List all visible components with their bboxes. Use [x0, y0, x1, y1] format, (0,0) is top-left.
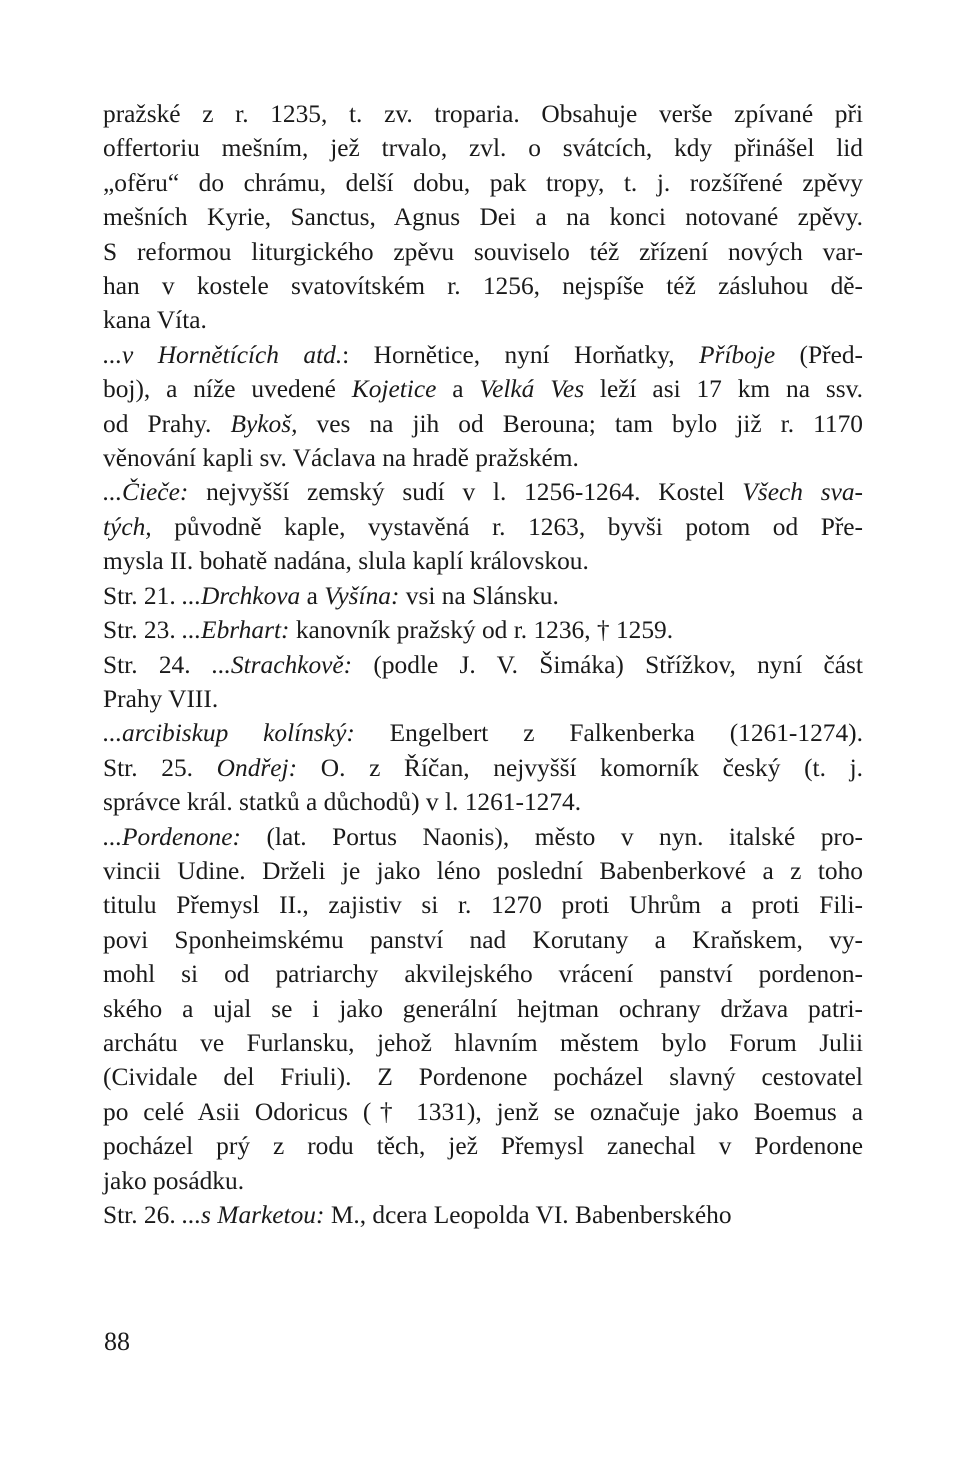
italic-text: ...arcibiskup kolínský: [103, 719, 355, 748]
text-line [103, 1129, 863, 1163]
italic-text: Kojetice [351, 375, 437, 404]
text-run: Prahy VIII. [103, 684, 219, 713]
text-line [103, 269, 863, 303]
text-line [103, 785, 863, 819]
italic-text: Velká Ves [479, 375, 585, 404]
text-run: nejvyšší zemský sudí v l. 1256-1264. Kostel [188, 478, 743, 507]
text-line [103, 751, 863, 785]
text-run: titulu Přemysl II., zajistiv si r. 1270 proti Uhrům a proti Fili- [103, 891, 863, 920]
text-run: Engelbert z Falkenberka (1261-1274). [354, 719, 863, 748]
text-run: O. z Říčan, nejvyšší komorník český (t. j. [297, 753, 864, 782]
text-run: ského a ujal se i jako generální hejtman ochrany država patri- [103, 994, 863, 1023]
text-line [103, 338, 863, 372]
text-line [103, 1026, 863, 1060]
text-line [103, 372, 863, 406]
text-line [103, 923, 863, 957]
text-line [103, 888, 863, 922]
text-run: jako posádku. [103, 1166, 245, 1195]
text-run: po celé Asii Odoricus († 1331), jenž se označuje jako Boemus a [103, 1097, 863, 1126]
text-run: mohl si od patriarchy akvilejského vrácení panství pordenon- [103, 960, 863, 989]
text-run: „ofěru“ do chrámu, delší dobu, pak tropy, t. j. rozšířené zpěvy [103, 168, 863, 197]
text-run: Str. 25. [103, 753, 217, 782]
text-run: kanovník pražský od r. 1236, † 1259. [289, 616, 674, 645]
text-line [103, 1095, 863, 1129]
text-run: vsi na Slánsku. [399, 581, 559, 610]
text-run: (Před- [775, 340, 863, 369]
text-run: povi Sponheimskému panství nad Korutany a Kraňskem, vy- [103, 925, 863, 954]
text-line [103, 166, 863, 200]
italic-text: ...Strachkově: [211, 650, 353, 679]
text-run: ves na jih od Berouna; tam bylo již r. 1170 [297, 409, 863, 438]
text-run: : Hornětice, nyní Horňatky, [342, 340, 699, 369]
text-run: Str. 23. [103, 616, 183, 645]
text-run: kana Víta. [103, 306, 207, 335]
text-line [103, 992, 863, 1026]
text-run: (lat. Portus Naonis), město v nyn. italské pro- [240, 822, 863, 851]
text-line [103, 97, 863, 131]
text-run: leží asi 17 km na ssv. [584, 375, 863, 404]
text-line [103, 1164, 863, 1198]
text-line [103, 441, 863, 475]
italic-text: ...Čieče: [103, 478, 189, 507]
text-run: boj), a níže uvedené [103, 375, 352, 404]
italic-text: Všech sva- [742, 478, 863, 507]
text-run: věnování kapli sv. Václava na hradě pražském. [103, 444, 579, 473]
italic-text: Příboje [698, 340, 776, 369]
italic-text: ...Ebrhart: [182, 616, 290, 645]
text-run: mešních Kyrie, Sanctus, Agnus Dei a na konci notované zpěvy. [103, 203, 863, 232]
text-run: mysla II. bohatě nadána, slula kaplí královskou. [103, 547, 589, 576]
text-line [103, 303, 863, 337]
text-run: vincii Udine. Drželi je jako léno poslední Babenberkové a z toho [103, 856, 863, 885]
text-line [103, 957, 863, 991]
italic-text: tých, [103, 512, 152, 541]
text-run: (Cividale del Friuli). Z Pordenone pocházel slavný cestovatel [103, 1063, 863, 1092]
italic-text: Vyšína: [324, 581, 400, 610]
text-line [103, 682, 863, 716]
italic-text: ...Pordenone: [103, 822, 241, 851]
text-line [103, 510, 863, 544]
text-line [103, 854, 863, 888]
text-run: Str. 24. [103, 650, 212, 679]
text-run: archátu ve Furlansku, jehož hlavním městem bylo Forum Julii [103, 1028, 863, 1057]
text-run: S reformou liturgického zpěvu souviselo též zřízení nových var- [103, 237, 863, 266]
text-run: Str. 26. [103, 1201, 183, 1229]
text-line [103, 613, 863, 647]
text-run: od Prahy. [103, 409, 231, 438]
text-run: pocházel prý z rodu těch, jež Přemysl zanechal v Pordenone [103, 1132, 863, 1161]
text-run: han v kostele svatovítském r. 1256, nejspíše též zásluhou dě- [103, 272, 863, 301]
text-run: Str. 21. [103, 581, 183, 610]
text-run: a [436, 375, 480, 404]
text-line [103, 475, 863, 509]
text-line [103, 1198, 863, 1232]
text-line [103, 1060, 863, 1094]
italic-text: ...Drchkova [182, 581, 301, 610]
text-line [103, 716, 863, 750]
text-line [103, 407, 863, 441]
italic-text: ...v Hornětících atd. [103, 340, 343, 369]
italic-text: Ondřej: [216, 753, 298, 782]
text-line [103, 820, 863, 854]
text-run: původně kaple, vystavěná r. 1263, byvši potom od Pře- [151, 512, 863, 541]
text-line [103, 544, 863, 578]
page-text [103, 97, 863, 1232]
text-line [103, 131, 863, 165]
text-line [103, 579, 863, 613]
text-run: pražské z r. 1235, t. zv. troparia. Obsahuje verše zpívané při [103, 100, 863, 128]
text-line [103, 235, 863, 269]
italic-text: Bykoš, [230, 409, 298, 438]
text-run: M., dcera Leopolda VI. Babenberského [324, 1201, 732, 1229]
italic-text: ...s Marketou: [182, 1201, 325, 1229]
page-number: 88 [104, 1327, 130, 1356]
text-run: správce král. statků a důchodů) v l. 1261-1274. [103, 788, 582, 817]
text-line [103, 648, 863, 682]
text-line [103, 200, 863, 234]
text-run: offertoriu mešním, jež trvalo, zvl. o svátcích, kdy přinášel lid [103, 134, 863, 163]
text-run: a [300, 581, 325, 610]
text-run: (podle J. V. Šimáka) Střížkov, nyní část [352, 650, 863, 679]
